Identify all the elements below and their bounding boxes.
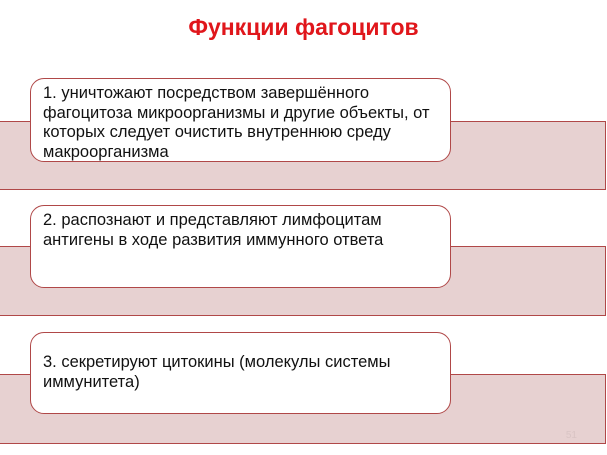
function-card-2 [30,205,451,288]
slide-title: Функции фагоцитов [188,14,419,40]
function-text-1: 1. уничтожают посредством завершённого фагоцитоза микроорганизмы и другие объекты, от которых следует очистить внутреннюю среду макроорганизма [43,84,430,161]
function-card-1 [30,78,451,162]
page-number: 51 [565,430,577,441]
function-text-2: 2. распознают и представляют лимфоцитам антигены в ходе развития иммунного ответа [43,211,384,249]
function-text-3: 3. секретируют цитокины (молекулы системы иммунитета) [43,353,391,391]
function-card-3 [30,332,451,414]
